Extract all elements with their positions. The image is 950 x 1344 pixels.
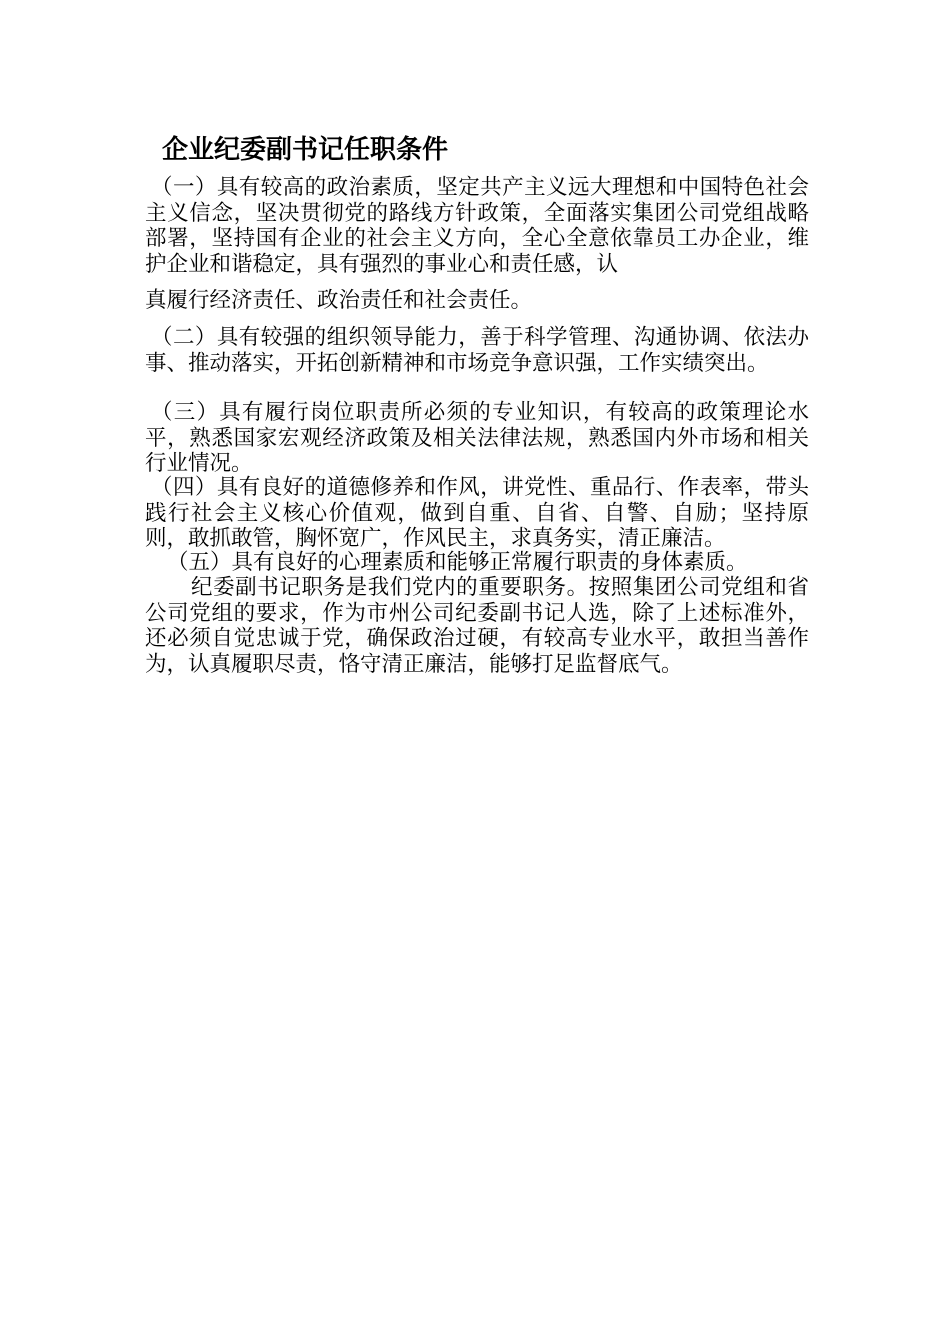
paragraph-4: （四）具有良好的道德修养和作风，讲党性、重品行、作表率，带头践行社会主义核心价值观，做到自重、自省、自警、自励；坚持原则，敢抓敢管，胸怀宽广，作风民主，求真务实，清正廉洁。 [145, 475, 809, 551]
document-title: 企业纪委副书记任职条件 [162, 135, 449, 165]
paragraph-3: （三）具有履行岗位职责所必须的专业知识，有较高的政策理论水平，熟悉国家宏观经济政策及相关法律法规，熟悉国内外市场和相关行业情况。 [145, 400, 809, 476]
paragraph-1-last-line: 真履行经济责任、政治责任和社会责任。 [145, 288, 533, 313]
paragraph-1: （一）具有较高的政治素质，坚定共产主义远大理想和中国特色社会主义信念，坚决贯彻党的路线方针政策，全面落实集团公司党组战略部署，坚持国有企业的社会主义方向，全心全意依靠员工办企业，维护企业和谐稳定，具有强烈的事业心和责任感，认 [145, 175, 809, 277]
paragraph-5: （五）具有良好的心理素质和能够正常履行职责的身体素质。 [167, 550, 748, 575]
paragraph-2: （二）具有较强的组织领导能力，善于科学管理、沟通协调、依法办事、推动落实，开拓创新精神和市场竞争意识强，工作实绩突出。 [145, 325, 809, 376]
paragraph-6: 纪委副书记职务是我们党内的重要职务。按照集团公司党组和省公司党组的要求，作为市州公司纪委副书记人选，除了上述标准外，还必须自觉忠诚于党，确保政治过硬，有较高专业水平，敢担当善作为，认真履职尽责，恪守清正廉洁，能够打足监督底气。 [145, 575, 809, 677]
